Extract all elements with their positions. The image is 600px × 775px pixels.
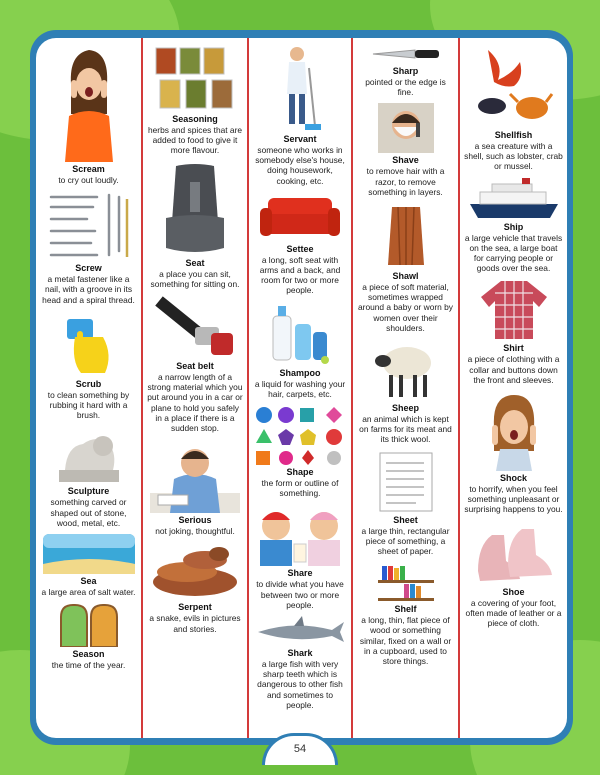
entry-ship (463, 176, 564, 274)
column-1 (36, 38, 143, 738)
word-label: Shoe (502, 586, 525, 597)
entry-seat-belt (146, 293, 244, 433)
shocked-girl-image (486, 391, 542, 471)
definition-text: the time of the year. (51, 660, 126, 671)
shapes-image (254, 405, 346, 465)
pink-shoes-image (474, 521, 554, 585)
entry-sheep (356, 337, 455, 445)
definition-text: a long, thin, flat piece of wood or something similar, fixed on a wall or in a cupboard, used to store things. (359, 615, 452, 667)
column-3 (249, 38, 353, 738)
word-label: Shelf (394, 604, 417, 615)
entry-scrub (39, 309, 138, 421)
word-label: Seat belt (176, 361, 214, 372)
entry-serious (146, 437, 244, 536)
dictionary-panel (36, 38, 567, 738)
word-label: Season (72, 649, 105, 660)
snake-image (147, 542, 243, 600)
entry-scream (39, 42, 138, 185)
page-number: 54 (293, 743, 307, 755)
entry-share (252, 502, 348, 610)
definition-text: someone who works in somebody else's house, doing housework, cooking, etc. (255, 145, 345, 186)
entry-shampoo (252, 300, 348, 399)
kids-sharing-image (254, 504, 346, 566)
seat-belt-image (153, 295, 237, 359)
word-label: Sheep (391, 403, 419, 414)
spice-jars-image (150, 44, 240, 112)
entry-serpent (146, 540, 244, 633)
word-label: Shape (286, 467, 314, 478)
definition-text: herbs and spices that are added to food to give it more flavour. (147, 125, 243, 156)
word-label: Scream (72, 164, 105, 174)
word-label: Servant (283, 134, 317, 144)
entry-settee (252, 190, 348, 296)
word-label: Shark (287, 648, 313, 659)
sea-image (43, 534, 135, 574)
serious-man-image (150, 439, 240, 513)
word-label: Settee (286, 243, 314, 254)
definition-text: a large vehicle that travels on the sea, a large boat for carrying people or goods over the sea. (464, 232, 563, 274)
definition-text: something carved or shaped out of stone, wood, metal, etc. (50, 497, 127, 528)
shawl-image (386, 203, 426, 269)
definition-text: a long, soft seat with arms and a back, and room for two or more people. (259, 254, 341, 296)
entry-screw (39, 189, 138, 305)
knife-image (371, 44, 441, 64)
word-label: Shawl (392, 271, 419, 282)
paper-sheet-image (376, 451, 436, 513)
definition-text: a place you can sit, something for sitting on. (150, 268, 240, 289)
entry-shock (463, 389, 564, 515)
column-4 (353, 38, 460, 738)
entry-sea (39, 532, 138, 597)
word-label: Serpent (178, 602, 212, 613)
word-label: Seat (185, 257, 205, 268)
entry-seat (146, 160, 244, 289)
word-label: Sheet (393, 514, 418, 525)
column-5 (460, 38, 567, 738)
definition-text: a large thin, rectangular piece of something, a sheet of paper. (361, 525, 450, 557)
definition-text: a snake, evils in pictures and stories. (149, 613, 241, 634)
entry-season (39, 601, 138, 670)
man-shaving-image (378, 103, 434, 153)
checked-shirt-image (479, 279, 549, 341)
definition-text: to remove hair with a razor, to remove something in layers. (366, 166, 445, 197)
screws-image (47, 191, 131, 261)
definition-text: not joking, thoughtful. (155, 526, 235, 537)
word-label: Screw (75, 263, 102, 274)
entry-shape (252, 403, 348, 498)
entry-shave (356, 101, 455, 197)
definition-text: a covering of your foot, often made of leather or a piece of cloth. (465, 597, 562, 629)
definition-text: a narrow length of a strong material which you put around you in a car or plane to hold you safely in a place if there is a sudden stop. (147, 372, 243, 434)
definition-text: a liquid for washing your hair, carpets, etc. (254, 378, 346, 399)
definition-text: a piece of clothing with a collar and buttons down the front and sleeves. (467, 354, 560, 385)
column-2 (143, 38, 249, 738)
word-label: Shampoo (279, 367, 321, 378)
entry-shellfish (463, 42, 564, 172)
word-label: Shave (392, 155, 419, 166)
car-seat-image (160, 162, 230, 256)
definition-text: pointed or the edge is fine. (365, 77, 446, 98)
definition-text: to clean something by rubbing it hard with a brush. (47, 389, 130, 421)
shampoo-bottles-image (265, 302, 335, 366)
entry-shirt (463, 277, 564, 385)
word-label: Share (287, 568, 313, 579)
word-label: Scrub (75, 378, 102, 389)
definition-text: a large fish with very sharp teeth which is dangerous to other fish and sometimes to people. (257, 659, 343, 710)
book-shelf-image (374, 562, 438, 602)
entry-shoe (463, 519, 564, 629)
word-label: Shirt (503, 343, 524, 354)
entry-sculpture (39, 424, 138, 528)
definition-text: to divide what you have between two or more people. (256, 579, 344, 610)
word-label: Serious (178, 515, 212, 526)
word-label: Seasoning (172, 114, 218, 124)
definition-text: to cry out loudly. (58, 175, 119, 185)
definition-text: a piece of soft material, sometimes wrapped around a baby or worn by women over their shoulders. (358, 282, 453, 333)
word-label: Sculpture (67, 486, 110, 497)
definition-text: an animal which is kept on farms for its meat and its thick wool. (359, 414, 452, 445)
screaming-girl-image (61, 44, 117, 162)
lion-sculpture-image (53, 426, 125, 484)
entry-sheet (356, 449, 455, 557)
entry-shelf (356, 560, 455, 666)
definition-text: to horrify, when you feel something unpleasant or surprising happens to you. (464, 484, 563, 515)
scrubbing-glove-image (61, 311, 117, 377)
word-label: Shock (499, 473, 527, 484)
shellfish-image (474, 44, 554, 128)
definition-text: a metal fastener like a nail, with a groove in its head and a spiral thread. (42, 274, 135, 305)
entry-servant (252, 42, 348, 186)
season-windows-image (59, 603, 119, 647)
servant-mopping-image (277, 44, 323, 132)
shark-image (254, 616, 346, 646)
entry-shawl (356, 201, 455, 333)
word-label: Ship (503, 221, 524, 232)
definition-text: a sea creature with a shell, such as lobster, crab or mussel. (464, 141, 563, 172)
cruise-ship-image (468, 178, 560, 220)
entry-shark (252, 614, 348, 710)
red-sofa-image (260, 192, 340, 242)
word-label: Shellfish (494, 130, 533, 140)
definition-text: a large area of salt water. (41, 587, 136, 598)
word-label: Sea (80, 576, 97, 587)
entry-sharp (356, 42, 455, 97)
sheep-image (373, 339, 439, 401)
definition-text: the form or outline of something. (261, 478, 339, 499)
entry-seasoning (146, 42, 244, 156)
word-label: Sharp (392, 66, 419, 76)
